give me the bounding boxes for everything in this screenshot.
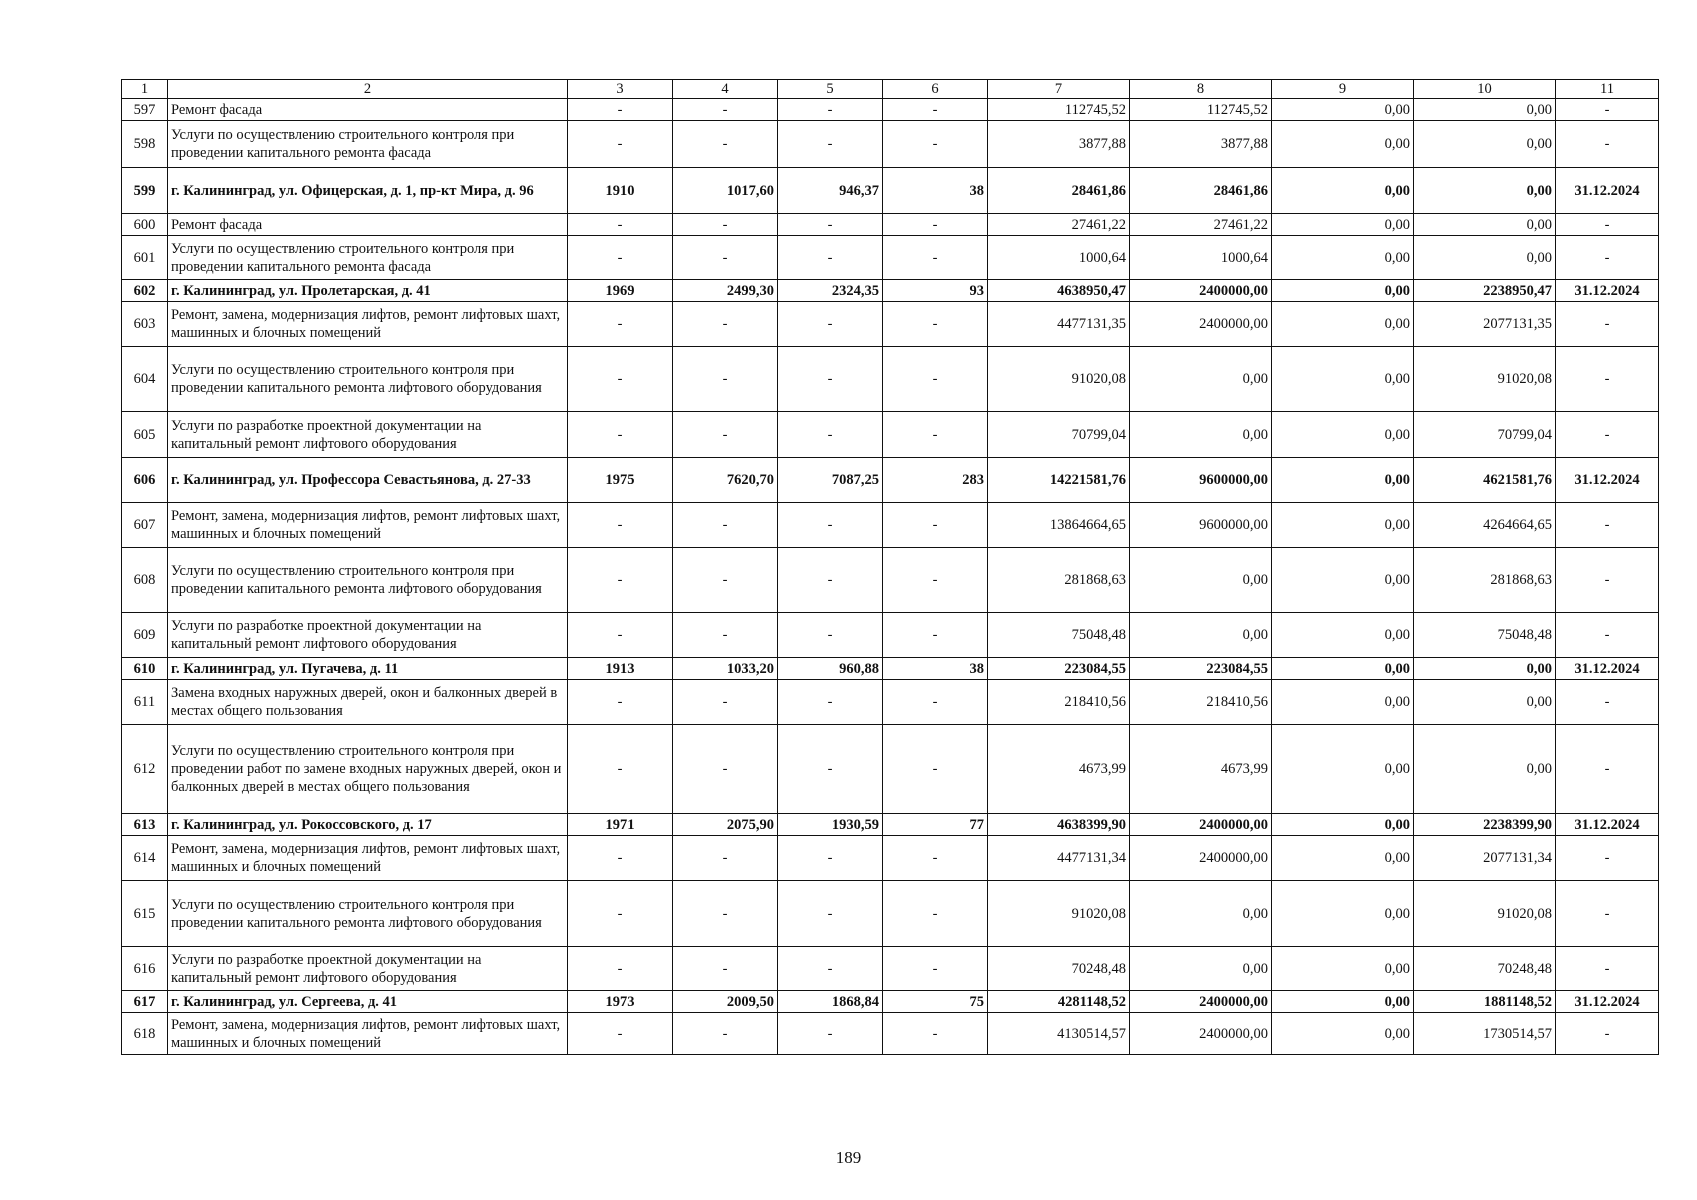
work-name: Услуги по разработке проектной документации на капитальный ремонт лифтового оборудования [168, 412, 568, 458]
col-8-value: 4673,99 [1130, 725, 1272, 814]
col-10-value: 0,00 [1414, 236, 1556, 280]
col-7-value: 3877,88 [988, 121, 1130, 168]
col-8-value: 223084,55 [1130, 658, 1272, 680]
col-3-value: - [568, 548, 673, 613]
col-6-value: - [883, 121, 988, 168]
col-11-value: 31.12.2024 [1556, 814, 1659, 836]
col-9-value: 0,00 [1272, 814, 1414, 836]
col-4-value: - [673, 236, 778, 280]
col-3-value: - [568, 613, 673, 658]
col-10-value: 0,00 [1414, 168, 1556, 214]
row-number: 602 [122, 280, 168, 302]
work-name: Ремонт фасада [168, 214, 568, 236]
col-5-value: 960,88 [778, 658, 883, 680]
row-number: 617 [122, 991, 168, 1013]
row-number: 605 [122, 412, 168, 458]
col-8-value: 0,00 [1130, 412, 1272, 458]
table-row [122, 236, 1659, 280]
col-5-value: - [778, 121, 883, 168]
col-4-value: - [673, 548, 778, 613]
address-row [122, 658, 1659, 680]
col-7-value: 218410,56 [988, 680, 1130, 725]
col-4-value: 2009,50 [673, 991, 778, 1013]
col-6-value: 283 [883, 458, 988, 503]
column-header: 3 [568, 80, 673, 99]
row-number: 600 [122, 214, 168, 236]
col-9-value: 0,00 [1272, 302, 1414, 347]
col-8-value: 2400000,00 [1130, 814, 1272, 836]
column-header: 4 [673, 80, 778, 99]
table-row [122, 347, 1659, 412]
col-10-value: 2238950,47 [1414, 280, 1556, 302]
col-3-value: - [568, 680, 673, 725]
table-row [122, 548, 1659, 613]
col-3-value: - [568, 214, 673, 236]
col-3-value: - [568, 1013, 673, 1055]
work-name: Ремонт, замена, модернизация лифтов, ремонт лифтовых шахт, машинных и блочных помещений [168, 302, 568, 347]
table-row [122, 99, 1659, 121]
col-10-value: 0,00 [1414, 725, 1556, 814]
work-name: Ремонт фасада [168, 99, 568, 121]
col-7-value: 4281148,52 [988, 991, 1130, 1013]
col-8-value: 218410,56 [1130, 680, 1272, 725]
col-3-value: 1975 [568, 458, 673, 503]
row-number: 615 [122, 881, 168, 947]
col-4-value: - [673, 121, 778, 168]
col-11-value: - [1556, 503, 1659, 548]
col-8-value: 0,00 [1130, 548, 1272, 613]
col-9-value: 0,00 [1272, 99, 1414, 121]
col-4-value: - [673, 412, 778, 458]
work-name: г. Калининград, ул. Пугачева, д. 11 [168, 658, 568, 680]
col-4-value: - [673, 99, 778, 121]
table-row [122, 1013, 1659, 1055]
col-10-value: 91020,08 [1414, 881, 1556, 947]
capital-repair-table [121, 79, 1659, 1055]
col-10-value: 0,00 [1414, 214, 1556, 236]
work-name: Услуги по разработке проектной документации на капитальный ремонт лифтового оборудования [168, 613, 568, 658]
work-name: г. Калининград, ул. Профессора Севастьянова, д. 27-33 [168, 458, 568, 503]
column-header: 9 [1272, 80, 1414, 99]
col-3-value: 1973 [568, 991, 673, 1013]
work-name: Услуги по осуществлению строительного контроля при проведении капитального ремонта лифтового оборудования [168, 347, 568, 412]
col-11-value: 31.12.2024 [1556, 991, 1659, 1013]
col-6-value: - [883, 302, 988, 347]
col-9-value: 0,00 [1272, 347, 1414, 412]
col-9-value: 0,00 [1272, 236, 1414, 280]
col-4-value: 7620,70 [673, 458, 778, 503]
column-header: 6 [883, 80, 988, 99]
col-8-value: 0,00 [1130, 613, 1272, 658]
col-9-value: 0,00 [1272, 613, 1414, 658]
table-row [122, 836, 1659, 881]
col-11-value: - [1556, 236, 1659, 280]
column-header: 10 [1414, 80, 1556, 99]
col-8-value: 9600000,00 [1130, 458, 1272, 503]
col-4-value: 2075,90 [673, 814, 778, 836]
col-9-value: 0,00 [1272, 168, 1414, 214]
col-5-value: - [778, 613, 883, 658]
column-header: 2 [168, 80, 568, 99]
row-number: 603 [122, 302, 168, 347]
col-4-value: - [673, 1013, 778, 1055]
col-9-value: 0,00 [1272, 991, 1414, 1013]
col-5-value: 1930,59 [778, 814, 883, 836]
col-11-value: 31.12.2024 [1556, 658, 1659, 680]
row-number: 604 [122, 347, 168, 412]
work-name: Услуги по разработке проектной документации на капитальный ремонт лифтового оборудования [168, 947, 568, 991]
col-3-value: - [568, 121, 673, 168]
col-7-value: 70799,04 [988, 412, 1130, 458]
col-8-value: 2400000,00 [1130, 302, 1272, 347]
col-5-value: - [778, 236, 883, 280]
work-name: г. Калининград, ул. Офицерская, д. 1, пр-кт Мира, д. 96 [168, 168, 568, 214]
row-number: 616 [122, 947, 168, 991]
col-9-value: 0,00 [1272, 680, 1414, 725]
col-6-value: 38 [883, 658, 988, 680]
column-number-row [122, 80, 1659, 99]
col-3-value: - [568, 836, 673, 881]
col-8-value: 2400000,00 [1130, 280, 1272, 302]
row-number: 606 [122, 458, 168, 503]
col-5-value: - [778, 503, 883, 548]
col-9-value: 0,00 [1272, 214, 1414, 236]
col-6-value: 93 [883, 280, 988, 302]
col-8-value: 2400000,00 [1130, 991, 1272, 1013]
table-row [122, 302, 1659, 347]
col-8-value: 9600000,00 [1130, 503, 1272, 548]
col-6-value: - [883, 947, 988, 991]
col-7-value: 91020,08 [988, 881, 1130, 947]
col-5-value: - [778, 725, 883, 814]
row-number: 611 [122, 680, 168, 725]
col-11-value: - [1556, 99, 1659, 121]
col-8-value: 28461,86 [1130, 168, 1272, 214]
col-11-value: - [1556, 302, 1659, 347]
col-8-value: 112745,52 [1130, 99, 1272, 121]
column-header: 5 [778, 80, 883, 99]
col-7-value: 4673,99 [988, 725, 1130, 814]
col-10-value: 91020,08 [1414, 347, 1556, 412]
col-7-value: 4477131,34 [988, 836, 1130, 881]
col-10-value: 2077131,34 [1414, 836, 1556, 881]
col-7-value: 112745,52 [988, 99, 1130, 121]
col-5-value: - [778, 412, 883, 458]
row-number: 609 [122, 613, 168, 658]
row-number: 610 [122, 658, 168, 680]
table-row [122, 680, 1659, 725]
col-7-value: 91020,08 [988, 347, 1130, 412]
col-7-value: 4477131,35 [988, 302, 1130, 347]
col-11-value: 31.12.2024 [1556, 458, 1659, 503]
col-4-value: - [673, 214, 778, 236]
column-header: 8 [1130, 80, 1272, 99]
address-row [122, 991, 1659, 1013]
col-10-value: 0,00 [1414, 121, 1556, 168]
col-9-value: 0,00 [1272, 658, 1414, 680]
row-number: 601 [122, 236, 168, 280]
row-number: 618 [122, 1013, 168, 1055]
col-4-value: - [673, 836, 778, 881]
col-5-value: 2324,35 [778, 280, 883, 302]
col-5-value: - [778, 1013, 883, 1055]
row-number: 599 [122, 168, 168, 214]
col-9-value: 0,00 [1272, 503, 1414, 548]
col-6-value: - [883, 503, 988, 548]
col-7-value: 70248,48 [988, 947, 1130, 991]
col-5-value: - [778, 836, 883, 881]
address-row [122, 458, 1659, 503]
table-row [122, 725, 1659, 814]
col-4-value: - [673, 503, 778, 548]
table-row [122, 613, 1659, 658]
work-name: Замена входных наружных дверей, окон и балконных дверей в местах общего пользования [168, 680, 568, 725]
col-10-value: 0,00 [1414, 658, 1556, 680]
col-9-value: 0,00 [1272, 947, 1414, 991]
col-11-value: - [1556, 1013, 1659, 1055]
col-7-value: 27461,22 [988, 214, 1130, 236]
col-8-value: 27461,22 [1130, 214, 1272, 236]
col-11-value: - [1556, 836, 1659, 881]
col-5-value: - [778, 302, 883, 347]
col-3-value: 1913 [568, 658, 673, 680]
col-10-value: 4264664,65 [1414, 503, 1556, 548]
row-number: 608 [122, 548, 168, 613]
col-10-value: 4621581,76 [1414, 458, 1556, 503]
col-9-value: 0,00 [1272, 458, 1414, 503]
col-7-value: 4638399,90 [988, 814, 1130, 836]
table-header [122, 80, 1659, 99]
row-number: 607 [122, 503, 168, 548]
col-8-value: 0,00 [1130, 347, 1272, 412]
col-6-value: - [883, 881, 988, 947]
col-7-value: 4130514,57 [988, 1013, 1130, 1055]
col-4-value: - [673, 680, 778, 725]
col-10-value: 1881148,52 [1414, 991, 1556, 1013]
col-3-value: - [568, 947, 673, 991]
col-10-value: 2077131,35 [1414, 302, 1556, 347]
work-name: Ремонт, замена, модернизация лифтов, ремонт лифтовых шахт, машинных и блочных помещений [168, 836, 568, 881]
col-8-value: 1000,64 [1130, 236, 1272, 280]
col-4-value: 2499,30 [673, 280, 778, 302]
address-row [122, 814, 1659, 836]
col-5-value: - [778, 214, 883, 236]
table-row [122, 881, 1659, 947]
col-5-value: 1868,84 [778, 991, 883, 1013]
col-11-value: - [1556, 613, 1659, 658]
col-3-value: - [568, 99, 673, 121]
col-11-value: - [1556, 680, 1659, 725]
col-4-value: - [673, 881, 778, 947]
work-name: г. Калининград, ул. Рокоссовского, д. 17 [168, 814, 568, 836]
col-10-value: 0,00 [1414, 680, 1556, 725]
col-3-value: 1971 [568, 814, 673, 836]
col-5-value: 946,37 [778, 168, 883, 214]
row-number: 598 [122, 121, 168, 168]
col-6-value: - [883, 548, 988, 613]
col-11-value: - [1556, 412, 1659, 458]
page-number: 189 [835, 1148, 862, 1167]
col-6-value: - [883, 347, 988, 412]
work-name: Услуги по осуществлению строительного контроля при проведении капитального ремонта фасада [168, 236, 568, 280]
col-9-value: 0,00 [1272, 725, 1414, 814]
row-number: 613 [122, 814, 168, 836]
col-5-value: - [778, 99, 883, 121]
col-7-value: 281868,63 [988, 548, 1130, 613]
col-7-value: 14221581,76 [988, 458, 1130, 503]
col-10-value: 70799,04 [1414, 412, 1556, 458]
address-row [122, 280, 1659, 302]
work-name: Ремонт, замена, модернизация лифтов, ремонт лифтовых шахт, машинных и блочных помещений [168, 1013, 568, 1055]
col-10-value: 70248,48 [1414, 947, 1556, 991]
col-11-value: - [1556, 548, 1659, 613]
col-4-value: 1017,60 [673, 168, 778, 214]
col-6-value: - [883, 1013, 988, 1055]
col-7-value: 28461,86 [988, 168, 1130, 214]
col-5-value: - [778, 548, 883, 613]
work-name: Услуги по осуществлению строительного контроля при проведении работ по замене входных наружных дверей, окон и балконных дверей в местах общего пользования [168, 725, 568, 814]
col-6-value: - [883, 99, 988, 121]
col-3-value: 1969 [568, 280, 673, 302]
row-number: 597 [122, 99, 168, 121]
col-6-value: - [883, 725, 988, 814]
address-row [122, 168, 1659, 214]
work-name: г. Калининград, ул. Сергеева, д. 41 [168, 991, 568, 1013]
col-10-value: 75048,48 [1414, 613, 1556, 658]
col-4-value: - [673, 302, 778, 347]
col-7-value: 13864664,65 [988, 503, 1130, 548]
col-11-value: - [1556, 347, 1659, 412]
col-10-value: 281868,63 [1414, 548, 1556, 613]
col-9-value: 0,00 [1272, 1013, 1414, 1055]
col-10-value: 1730514,57 [1414, 1013, 1556, 1055]
col-6-value: - [883, 412, 988, 458]
col-4-value: - [673, 725, 778, 814]
col-6-value: - [883, 613, 988, 658]
col-9-value: 0,00 [1272, 121, 1414, 168]
col-9-value: 0,00 [1272, 836, 1414, 881]
col-3-value: - [568, 725, 673, 814]
col-11-value: - [1556, 947, 1659, 991]
col-10-value: 2238399,90 [1414, 814, 1556, 836]
work-name: г. Калининград, ул. Пролетарская, д. 41 [168, 280, 568, 302]
col-4-value: 1033,20 [673, 658, 778, 680]
col-8-value: 3877,88 [1130, 121, 1272, 168]
col-6-value: 38 [883, 168, 988, 214]
table-row [122, 214, 1659, 236]
work-name: Услуги по осуществлению строительного контроля при проведении капитального ремонта лифтового оборудования [168, 881, 568, 947]
col-9-value: 0,00 [1272, 280, 1414, 302]
table-row [122, 503, 1659, 548]
col-4-value: - [673, 947, 778, 991]
col-6-value: 77 [883, 814, 988, 836]
row-number: 614 [122, 836, 168, 881]
col-11-value: 31.12.2024 [1556, 280, 1659, 302]
col-8-value: 0,00 [1130, 881, 1272, 947]
col-10-value: 0,00 [1414, 99, 1556, 121]
col-5-value: - [778, 680, 883, 725]
col-6-value: - [883, 680, 988, 725]
column-header: 7 [988, 80, 1130, 99]
col-11-value: 31.12.2024 [1556, 168, 1659, 214]
col-9-value: 0,00 [1272, 548, 1414, 613]
col-4-value: - [673, 347, 778, 412]
col-9-value: 0,00 [1272, 412, 1414, 458]
col-11-value: - [1556, 725, 1659, 814]
col-3-value: - [568, 412, 673, 458]
col-5-value: - [778, 347, 883, 412]
col-11-value: - [1556, 121, 1659, 168]
row-number: 612 [122, 725, 168, 814]
col-6-value: - [883, 214, 988, 236]
col-6-value: - [883, 836, 988, 881]
work-name: Ремонт, замена, модернизация лифтов, ремонт лифтовых шахт, машинных и блочных помещений [168, 503, 568, 548]
col-4-value: - [673, 613, 778, 658]
col-7-value: 4638950,47 [988, 280, 1130, 302]
col-6-value: - [883, 236, 988, 280]
col-5-value: - [778, 947, 883, 991]
table-row [122, 412, 1659, 458]
col-8-value: 2400000,00 [1130, 836, 1272, 881]
col-8-value: 2400000,00 [1130, 1013, 1272, 1055]
col-7-value: 1000,64 [988, 236, 1130, 280]
col-5-value: 7087,25 [778, 458, 883, 503]
col-11-value: - [1556, 214, 1659, 236]
col-5-value: - [778, 881, 883, 947]
col-3-value: - [568, 881, 673, 947]
col-11-value: - [1556, 881, 1659, 947]
col-3-value: - [568, 236, 673, 280]
table-body [122, 99, 1659, 1055]
col-8-value: 0,00 [1130, 947, 1272, 991]
col-6-value: 75 [883, 991, 988, 1013]
work-name: Услуги по осуществлению строительного контроля при проведении капитального ремонта фасада [168, 121, 568, 168]
col-3-value: - [568, 347, 673, 412]
col-3-value: - [568, 302, 673, 347]
col-3-value: - [568, 503, 673, 548]
column-header: 1 [122, 80, 168, 99]
work-name: Услуги по осуществлению строительного контроля при проведении капитального ремонта лифтового оборудования [168, 548, 568, 613]
table-row [122, 121, 1659, 168]
column-header: 11 [1556, 80, 1659, 99]
col-3-value: 1910 [568, 168, 673, 214]
col-9-value: 0,00 [1272, 881, 1414, 947]
col-7-value: 75048,48 [988, 613, 1130, 658]
col-7-value: 223084,55 [988, 658, 1130, 680]
table-row [122, 947, 1659, 991]
